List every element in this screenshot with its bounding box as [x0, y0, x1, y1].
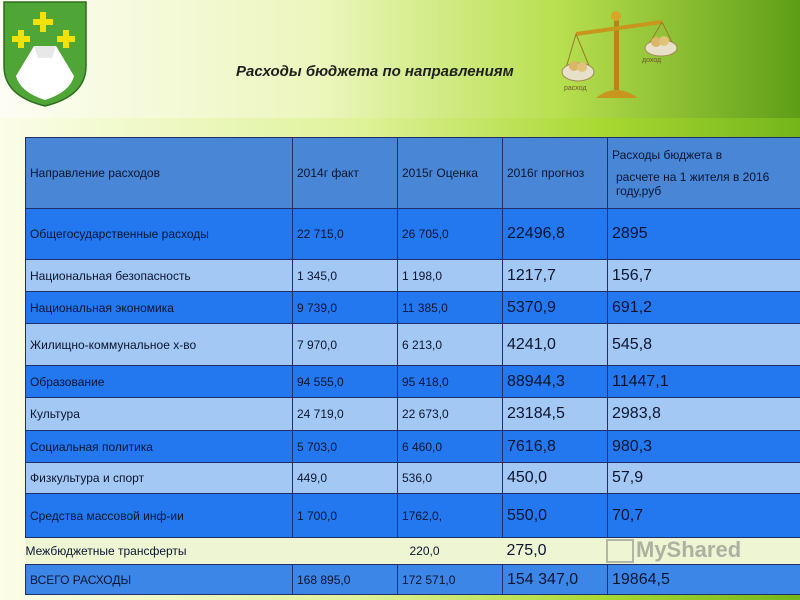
row-per-capita: 11447,1 [608, 366, 800, 398]
row-2016: 7616,8 [503, 431, 608, 463]
watermark-label: MyShared [636, 537, 742, 562]
row-per-capita: 545,8 [608, 324, 800, 366]
row-2014: 1 700,0 [293, 494, 398, 538]
total-2016: 154 347,0 [503, 565, 608, 595]
row-2016: 550,0 [503, 494, 608, 538]
row-per-capita: 2895 [608, 209, 800, 260]
row-2016: 4241,0 [503, 324, 608, 366]
transfers-2016: 275,0 [503, 538, 608, 565]
coat-of-arms-icon [0, 0, 90, 108]
row-2015: 536,0 [398, 463, 503, 494]
header-direction: Направление расходов [26, 138, 293, 209]
balance-scales-icon [556, 4, 686, 110]
row-2014: 1 345,0 [293, 260, 398, 292]
header-per-capita-line2: расчете на 1 жителя в 2016 году,руб [616, 170, 770, 198]
watermark-text [606, 537, 741, 563]
table-header-row [26, 138, 800, 209]
row-2016: 22496,8 [503, 209, 608, 260]
budget-expenses-table [25, 137, 800, 595]
row-name: Жилищно-коммунальное х-во [26, 324, 293, 366]
row-2015: 22 673,0 [398, 398, 503, 431]
table-row [26, 260, 800, 292]
scale-label-expense: расход [564, 85, 587, 92]
row-per-capita: 980,3 [608, 431, 800, 463]
row-name: Общегосударственные расходы [26, 209, 293, 260]
row-2014: 9 739,0 [293, 292, 398, 324]
total-per-capita: 19864,5 [608, 565, 800, 595]
row-name: Национальная безопасность [26, 260, 293, 292]
table-row [26, 292, 800, 324]
row-name: Физкультура и спорт [26, 463, 293, 494]
row-2014: 22 715,0 [293, 209, 398, 260]
table-row [26, 463, 800, 494]
row-per-capita: 57,9 [608, 463, 800, 494]
header-2016: 2016г прогноз [503, 138, 608, 209]
scale-label-income: доход [642, 57, 662, 64]
table-row [26, 324, 800, 366]
header-per-capita-line1: Расходы бюджета в [612, 148, 723, 162]
total-row [26, 565, 800, 595]
page-title: Расходы бюджета по направлениям [236, 63, 514, 80]
row-2016: 5370,9 [503, 292, 608, 324]
row-2016: 23184,5 [503, 398, 608, 431]
total-2015: 172 571,0 [398, 565, 503, 595]
table-row [26, 209, 800, 260]
row-2014: 5 703,0 [293, 431, 398, 463]
table-row [26, 494, 800, 538]
transfers-2014 [293, 538, 398, 565]
row-2015: 11 385,0 [398, 292, 503, 324]
row-2016: 1217,7 [503, 260, 608, 292]
total-name: ВСЕГО РАСХОДЫ [26, 565, 293, 595]
header-per-capita [608, 138, 800, 209]
row-2016: 450,0 [503, 463, 608, 494]
row-2015: 1762,0, [398, 494, 503, 538]
row-2015: 95 418,0 [398, 366, 503, 398]
row-per-capita: 2983,8 [608, 398, 800, 431]
row-per-capita: 691,2 [608, 292, 800, 324]
header-2014: 2014г факт [293, 138, 398, 209]
row-2014: 24 719,0 [293, 398, 398, 431]
table-row [26, 431, 800, 463]
row-per-capita: 70,7 [608, 494, 800, 538]
budget-table-wrapper [25, 137, 800, 600]
transfers-name: Межбюджетные трансферты [26, 538, 293, 565]
total-2014: 168 895,0 [293, 565, 398, 595]
row-name: Национальная экономика [26, 292, 293, 324]
table-row [26, 398, 800, 431]
row-name: Образование [26, 366, 293, 398]
row-name: Культура [26, 398, 293, 431]
row-2015: 26 705,0 [398, 209, 503, 260]
transfers-2015: 220,0 [398, 538, 503, 565]
row-2016: 88944,3 [503, 366, 608, 398]
row-per-capita: 156,7 [608, 260, 800, 292]
row-2014: 449,0 [293, 463, 398, 494]
row-2015: 6 460,0 [398, 431, 503, 463]
row-2015: 6 213,0 [398, 324, 503, 366]
header-2015: 2015г Оценка [398, 138, 503, 209]
row-2014: 7 970,0 [293, 324, 398, 366]
row-2014: 94 555,0 [293, 366, 398, 398]
row-name: Средства массовой инф-ии [26, 494, 293, 538]
row-name: Социальная политика [26, 431, 293, 463]
row-2015: 1 198,0 [398, 260, 503, 292]
table-row [26, 366, 800, 398]
